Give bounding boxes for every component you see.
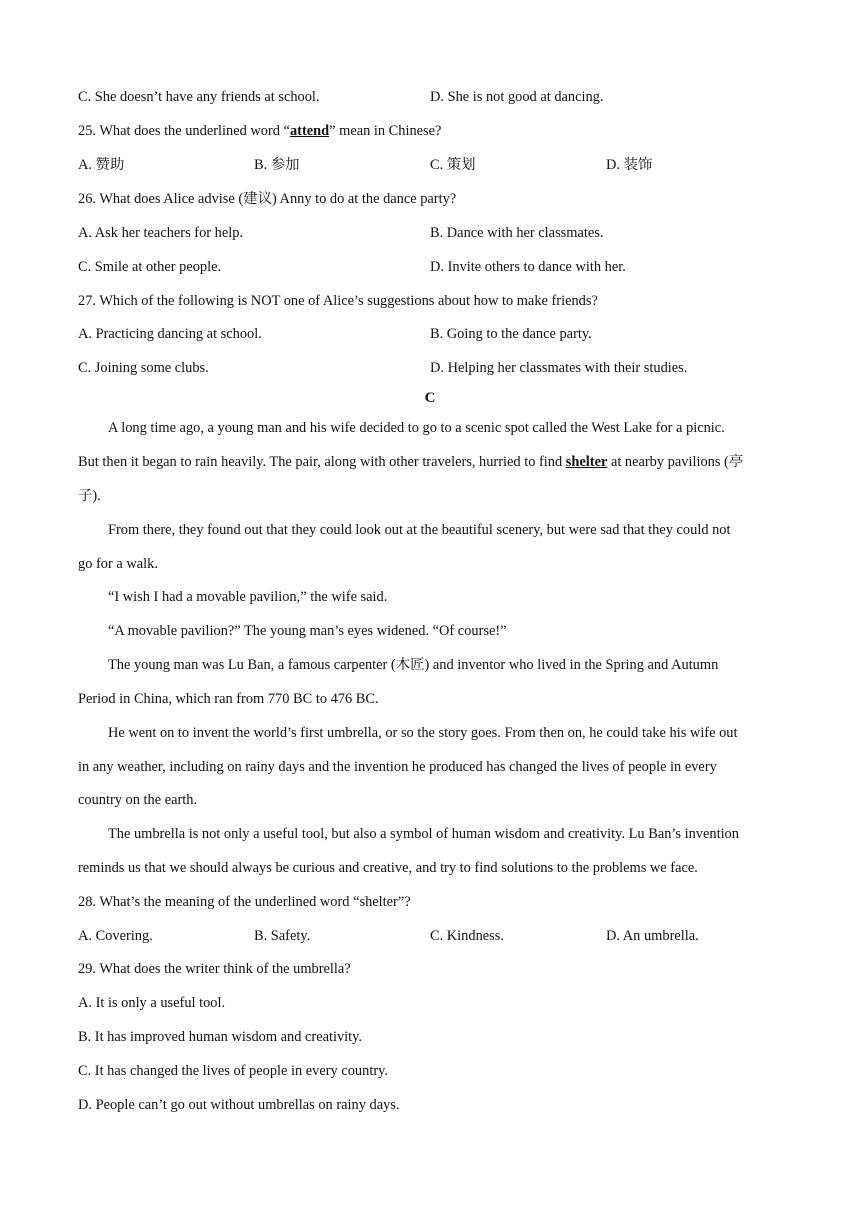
q25-stem-pre: 25. What does the underlined word “ (78, 123, 290, 139)
passage-p1-line1: A long time ago, a young man and his wife decided to go to a scenic spot called the West Lake for a picnic. (108, 420, 725, 436)
passage-p1-line3: 子). (78, 488, 101, 504)
q25-option-b: B. 参加 (254, 157, 300, 173)
q25-option-a: A. 赞助 (78, 157, 125, 173)
q29-option-b: B. It has improved human wisdom and creativity. (78, 1029, 363, 1045)
passage-p2-line1: From there, they found out that they could look out at the beautiful scenery, but were sad that they could not (108, 522, 731, 538)
q27-option-c: C. Joining some clubs. (78, 360, 209, 376)
passage-p2-line2: go for a walk. (78, 556, 158, 572)
q27-stem: 27. Which of the following is NOT one of Alice’s suggestions about how to make friends? (78, 293, 598, 309)
passage-p5-line2: Period in China, which ran from 770 BC to 476 BC. (78, 691, 379, 707)
q26-option-a: A. Ask her teachers for help. (78, 225, 244, 241)
q26-option-c: C. Smile at other people. (78, 259, 222, 275)
passage-p1-line2-post: at nearby pavilions (亭 (607, 454, 744, 470)
q25-stem (78, 122, 441, 140)
passage-p6-line2: in any weather, including on rainy days and the invention he produced has changed the lives of people in every (78, 759, 717, 775)
underlined-word-shelter: shelter (565, 454, 608, 470)
q25-option-c: C. 策划 (430, 157, 476, 173)
passage-p5-line1: The young man was Lu Ban, a famous carpenter (木匠) and inventor who lived in the Spring and Autumn (108, 657, 719, 673)
q28-option-d: D. An umbrella. (606, 928, 699, 944)
passage-p7-line2: reminds us that we should always be curious and creative, and try to find solutions to the problems we face. (78, 860, 698, 876)
q29-option-d: D. People can’t go out without umbrellas on rainy days. (78, 1097, 400, 1113)
passage-p6-line1: He went on to invent the world’s first umbrella, or so the story goes. From then on, he could take his wife out (108, 725, 738, 741)
q24-option-d: D. She is not good at dancing. (430, 89, 604, 105)
passage-p6-line3: country on the earth. (78, 792, 198, 808)
passage-p1-line2 (78, 453, 743, 471)
q27-option-b: B. Going to the dance party. (430, 326, 592, 342)
section-heading: C (424, 390, 436, 406)
q26-option-d: D. Invite others to dance with her. (430, 259, 626, 275)
q28-option-a: A. Covering. (78, 928, 153, 944)
q27-option-a: A. Practicing dancing at school. (78, 326, 262, 342)
passage-p3: “I wish I had a movable pavilion,” the wife said. (108, 589, 388, 605)
q24-option-c: C. She doesn’t have any friends at school. (78, 89, 320, 105)
q27-option-d: D. Helping her classmates with their studies. (430, 360, 688, 376)
q29-option-c: C. It has changed the lives of people in every country. (78, 1063, 388, 1079)
q25-stem-post: ” mean in Chinese? (329, 123, 442, 139)
q25-underlined-word: attend (289, 123, 330, 139)
q25-option-d: D. 装饰 (606, 157, 653, 173)
passage-p4: “A movable pavilion?” The young man’s eyes widened. “Of course!” (108, 623, 507, 639)
q28-option-b: B. Safety. (254, 928, 311, 944)
q29-stem: 29. What does the writer think of the umbrella? (78, 961, 351, 977)
q29-option-a: A. It is only a useful tool. (78, 995, 226, 1011)
passage-p1-line2-pre: But then it began to rain heavily. The pair, along with other travelers, hurried to find (78, 454, 566, 470)
passage-p7-line1: The umbrella is not only a useful tool, but also a symbol of human wisdom and creativity. Lu Ban’s invention (108, 826, 739, 842)
q26-option-b: B. Dance with her classmates. (430, 225, 604, 241)
q28-stem: 28. What’s the meaning of the underlined word “shelter”? (78, 894, 411, 910)
q26-stem: 26. What does Alice advise (建议) Anny to do at the dance party? (78, 191, 457, 207)
q28-option-c: C. Kindness. (430, 928, 504, 944)
